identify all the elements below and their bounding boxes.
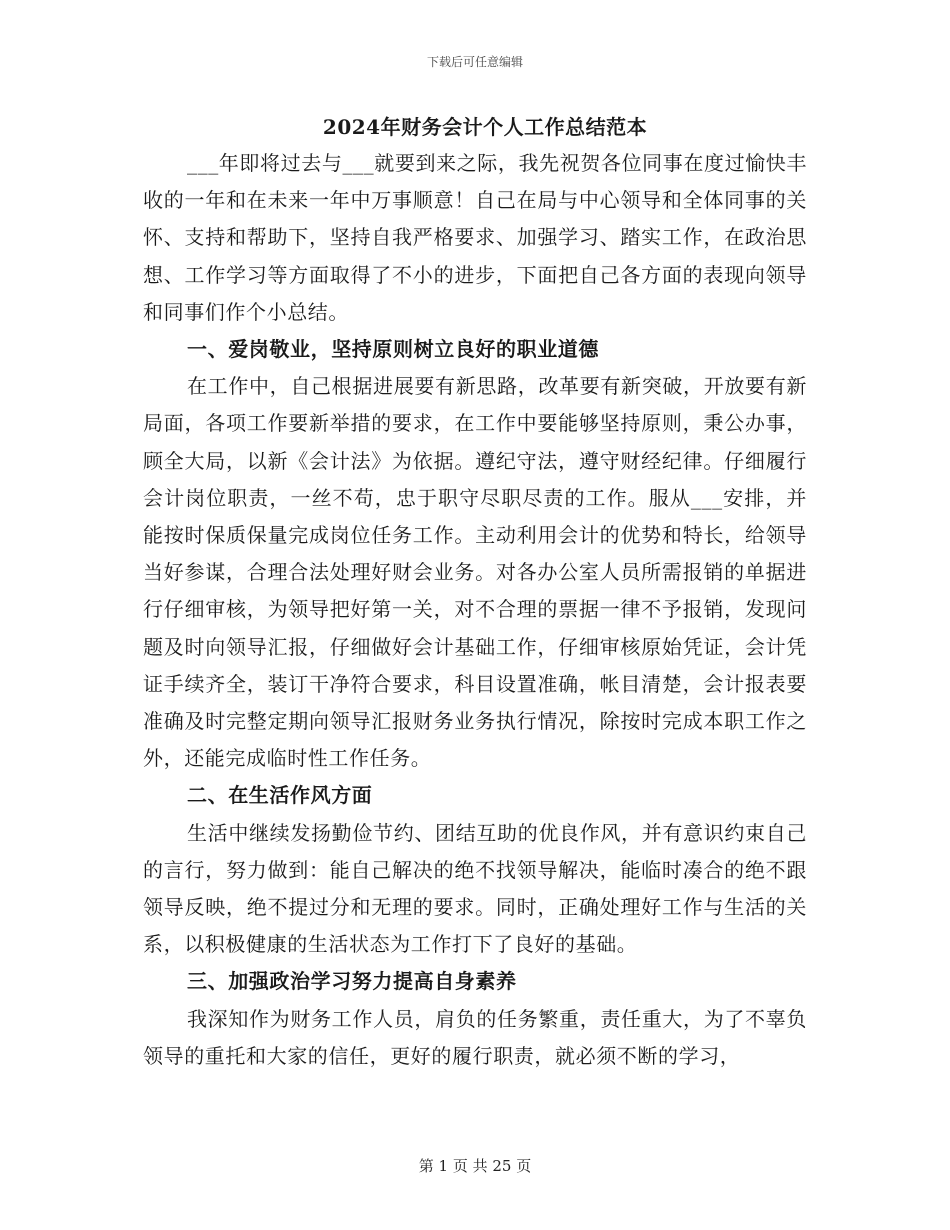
section-2-heading: 二、在生活作风方面 xyxy=(187,783,373,808)
section-1-body: 在工作中，自己根据进展要有新思路，改革要有新突破，开放要有新局面，各项工作要新举措的要求，在工作中要能够坚持原则，秉公办事，顾全大局，以新《会计法》为依据。遵纪守法，遵守财经纪律。仔细履行会计岗位职责，一丝不苟，忠于职守尽职尽责的工作。服从___安排，并能按时保质保量完成岗位任务工作。主动利用会计的优势和特长，给领导当好参谋，合理合法处理好财会业务。对各办公室人员所需报销的单据进行仔细审核，为领导把好第一关，对不合理的票据一律不予报销，发现问题及时向领导汇报，仔细做好会计基础工作，仔细审核原始凭证，会计凭证手续齐全，装订干净符合要求，科目设置准确，帐目清楚，会计报表要准确及时完整定期向领导汇报财务业务执行情况，除按时完成本职工作之外，还能完成临时性工作任务。 xyxy=(143,374,807,771)
section-2-body: 生活中继续发扬勤俭节约、团结互助的优良作风，并有意识约束自己的言行，努力做到：能自己解决的绝不找领导解决，能临时凑合的绝不跟领导反映，绝不提过分和无理的要求。同时，正确处理好工作与生活的关系，以积极健康的生活状态为工作打下了良好的基础。 xyxy=(143,820,807,957)
page-footer: 第 1 页 共 25 页 xyxy=(418,1157,532,1175)
intro-paragraph: ___年即将过去与___就要到来之际，我先祝贺各位同事在度过愉快丰收的一年和在未来一年中万事顺意！自己在局与中心领导和全体同事的关怀、支持和帮助下，坚持自我严格要求、加强学习、踏实工作，在政治思想、工作学习等方面取得了不小的进步，下面把自己各方面的表现向领导和同事们作个小总结。 xyxy=(143,151,807,324)
page-header-note: 下载后可任意编辑 xyxy=(426,55,523,69)
section-1-heading: 一、爱岗敬业，坚持原则树立良好的职业道德 xyxy=(187,337,599,362)
section-3-heading: 三、加强政治学习努力提高自身素养 xyxy=(187,969,517,994)
section-3-body: 我深知作为财务工作人员，肩负的任务繁重，责任重大，为了不辜负领导的重托和大家的信任，更好的履行职责，就必须不断的学习， xyxy=(143,1006,807,1068)
document-title: 2024年财务会计个人工作总结范本 xyxy=(322,115,648,139)
document-body xyxy=(143,111,807,1075)
